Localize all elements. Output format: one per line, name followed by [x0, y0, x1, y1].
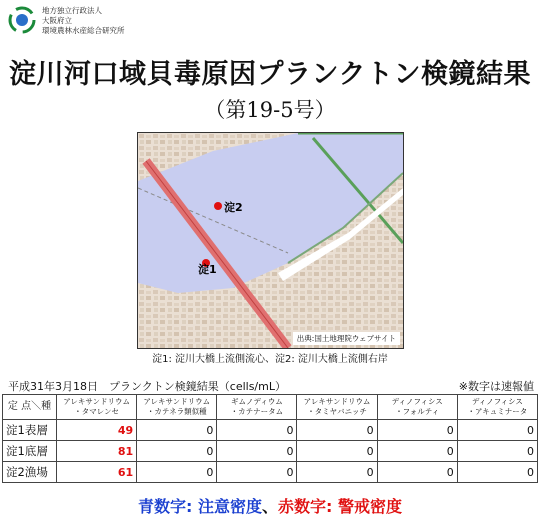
page-title: 淀川河口域貝毒原因プランクトン検鏡結果 [9, 59, 531, 90]
map-caption: 淀1: 淀川大橋上流側流心、淀2: 淀川大橋上流側右岸 [152, 354, 388, 365]
count-cell: 0 [377, 441, 457, 462]
table-row [3, 420, 538, 441]
issue-number: （第19-5号） [204, 98, 336, 122]
count-cell: 0 [217, 441, 297, 462]
species-header [57, 395, 137, 420]
table-header-row [3, 395, 538, 420]
count-cell: 0 [137, 420, 217, 441]
count-cell: 0 [457, 462, 537, 483]
species-name-line: ・アキュミナータ [467, 407, 528, 416]
count-cell: 0 [297, 420, 377, 441]
count-cell: 0 [457, 420, 537, 441]
species-header [457, 395, 537, 420]
point-1-label: 淀1 [198, 263, 217, 276]
table-row [3, 462, 538, 483]
species-name-line: ・フォルティ [395, 407, 440, 416]
count-cell: 0 [137, 441, 217, 462]
legend-caution: 青数字: 注意密度 [138, 497, 262, 516]
survey-date-unit: 平成31年3月18日 プランクトン検鏡結果（cells/mL） [8, 380, 286, 393]
legend-warning: 赤数字: 警戒密度 [278, 497, 402, 516]
point-2-marker [214, 202, 222, 210]
count-cell: 0 [217, 420, 297, 441]
species-name-line: ・タマレンセ [74, 407, 119, 416]
station-name: 淀1表層 [3, 420, 57, 441]
org-name [42, 6, 125, 36]
count-cell-warning: 61 [57, 462, 137, 483]
map-credit: 出典:国土地理院ウェブサイト [293, 332, 400, 345]
species-header [297, 395, 377, 420]
species-name-line: ギムノディウム [231, 397, 283, 406]
count-cell-warning: 49 [57, 420, 137, 441]
org-header [8, 6, 125, 36]
sampling-map [137, 132, 404, 349]
species-header [137, 395, 217, 420]
station-name: 淀1底層 [3, 441, 57, 462]
legend-separator: 、 [261, 497, 278, 516]
org-line-1: 地方独立行政法人 [42, 6, 102, 15]
results-table [2, 394, 538, 483]
species-header [217, 395, 297, 420]
table-corner-header: 定 点＼種 [3, 395, 57, 420]
org-line-3: 環境農林水産総合研究所 [42, 26, 125, 35]
map-graphic [138, 133, 403, 348]
count-cell: 0 [297, 441, 377, 462]
table-row [3, 441, 538, 462]
count-cell: 0 [457, 441, 537, 462]
count-cell-warning: 81 [57, 441, 137, 462]
count-cell: 0 [377, 420, 457, 441]
preliminary-note: ※数字は速報値 [458, 380, 534, 393]
species-name-line: アレキサンドリウム [143, 397, 211, 406]
org-line-2: 大阪府立 [42, 16, 72, 25]
count-cell: 0 [377, 462, 457, 483]
station-name: 淀2漁場 [3, 462, 57, 483]
species-name-line: ・カテナータム [230, 407, 284, 416]
species-name-line: アレキサンドリウム [63, 397, 130, 406]
color-legend [0, 494, 540, 517]
institute-logo-icon [8, 6, 36, 34]
species-header [377, 395, 457, 420]
species-name-line: ディノフィシス [391, 397, 443, 406]
species-name-line: ・タミヤバニッチ [307, 407, 367, 416]
count-cell: 0 [297, 462, 377, 483]
species-name-line: アレキサンドリウム [303, 397, 371, 406]
count-cell: 0 [137, 462, 217, 483]
species-name-line: ・カテネラ類似種 [146, 407, 207, 416]
count-cell: 0 [217, 462, 297, 483]
species-name-line: ディノフィシス [471, 397, 523, 406]
point-2-label: 淀2 [224, 201, 243, 214]
